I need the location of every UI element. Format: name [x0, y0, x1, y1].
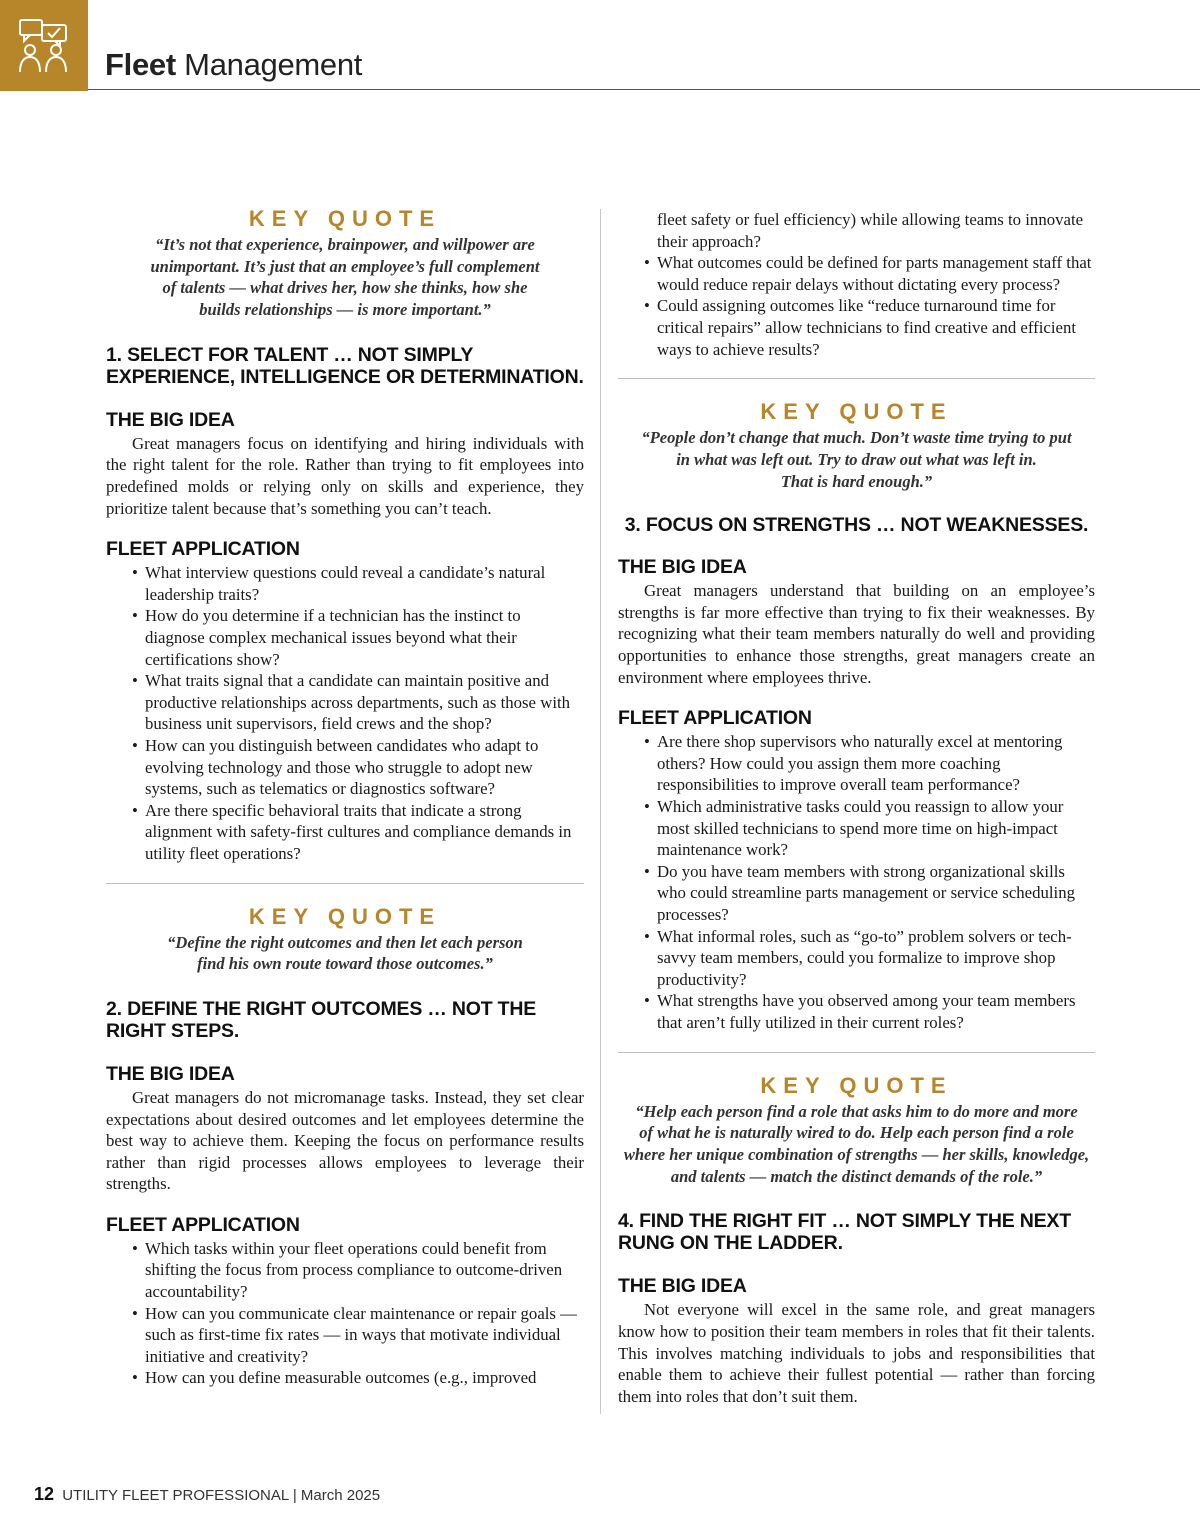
bullet-item: • What informal roles, such as “go-to” problem solvers or tech-savvy team members, could you formalize to improve shop productivity? [618, 926, 1095, 991]
continued-bullet-list [618, 252, 1095, 360]
key-quote-4 [618, 1073, 1095, 1188]
bullet-item: • Which tasks within your fleet operations could benefit from shifting the focus from process compliance to outcome-driven accountability? [106, 1238, 584, 1303]
key-quote-2 [106, 904, 584, 975]
bullet-item: • What strengths have you observed among your team members that aren’t fully utilized in their current roles? [618, 990, 1095, 1033]
bullet-item: • What outcomes could be defined for parts management staff that would reduce repair delays without dictating every process? [618, 252, 1095, 295]
issue-date: March 2025 [300, 1487, 381, 1504]
bullet-item: • Could assigning outcomes like “reduce turnaround time for critical repairs” allow technicians to find creative and efficient ways to achieve results? [618, 295, 1095, 360]
section-4-big-idea-text: Not everyone will excel in the same role, and great managers know how to position their team members in roles that fit their talents. This involves matching individuals to jobs and responsibilities that enable them to achieve their fullest potential — rather than forcing them into roles that don’t suit them. [618, 1300, 1095, 1406]
publication-name: UTILITY FLEET PROFESSIONAL [62, 1487, 289, 1504]
section-2-heading: 2. DEFINE THE RIGHT OUTCOMES … NOT THE RIGHT STEPS. [106, 997, 537, 1042]
key-quote-1 [106, 206, 584, 321]
team-chat-icon [14, 16, 72, 74]
section-3-fleet-title: FLEET APPLICATION [618, 707, 812, 730]
key-quote-3 [618, 399, 1095, 492]
section-2-bullet-list [106, 1238, 584, 1389]
section-4-heading: 4. FIND THE RIGHT FIT … NOT SIMPLY THE NEXT RUNG ON THE LADDER. [618, 1210, 1071, 1255]
divider-rule [618, 378, 1095, 379]
section-4-big-idea-title: THE BIG IDEA [618, 1275, 747, 1298]
section-1-bullet-list [106, 562, 584, 864]
section-3-heading: 3. FOCUS ON STRENGTHS … NOT WEAKNESSES. [624, 514, 1089, 537]
section-title-bold: Fleet [105, 47, 176, 82]
page-header [0, 0, 1200, 91]
key-quote-label: KEY QUOTE [760, 1072, 953, 1098]
bullet-item: • How can you define measurable outcomes (e.g., improved [106, 1367, 584, 1389]
section-title-rest: Management [175, 47, 363, 82]
section-logo [0, 0, 88, 91]
key-quote-text: “Help each person find a role that asks him to do more and more of what he is naturally wired to do. Help each person find a role where her unique combination of strengths — her skills, knowledge, and talents — match the distinct demands of the role.” [623, 1101, 1090, 1186]
header-rule [88, 89, 1200, 90]
section-2-big-idea-title: THE BIG IDEA [106, 1062, 235, 1085]
page-footer [34, 1482, 380, 1508]
footer-separator: | [292, 1487, 297, 1504]
section-1-big-idea-title: THE BIG IDEA [106, 408, 235, 431]
bullet-item: • How do you determine if a technician has the instinct to diagnose complex mechanical issues beyond what their certifications show? [106, 605, 584, 670]
bullet-item: • Which administrative tasks could you reassign to allow your most skilled technicians to spend more time on high-impact maintenance work? [618, 796, 1095, 861]
bullet-item: • How can you communicate clear maintenance or repair goals — such as first-time fix rates — in ways that motivate individual initiative and creativity? [106, 1303, 584, 1368]
left-column [106, 206, 584, 1389]
key-quote-label: KEY QUOTE [760, 399, 953, 425]
bullet-item: • Are there specific behavioral traits that indicate a strong alignment with safety-first cultures and compliance demands in utility fleet operations? [106, 800, 584, 865]
page-number: 12 [34, 1484, 55, 1504]
continued-text: fleet safety or fuel efficiency) while allowing teams to innovate their approach? [657, 210, 1084, 251]
section-3-big-idea-title: THE BIG IDEA [618, 556, 747, 579]
bullet-item: • What interview questions could reveal a candidate’s natural leadership traits? [106, 562, 584, 605]
section-2-fleet-title: FLEET APPLICATION [106, 1213, 300, 1236]
bullet-item: • What traits signal that a candidate can maintain positive and productive relationships across departments, such as those with business unit supervisors, field crews and the shop? [106, 670, 584, 735]
section-1-big-idea-text: Great managers focus on identifying and hiring individuals with the right talent for the role. Rather than trying to fit employees into predefined molds or relying only on skills and experience, they prioritize talent because that’s something you can’t teach. [106, 433, 584, 518]
section-1-fleet-title: FLEET APPLICATION [106, 538, 300, 561]
divider-rule [618, 1052, 1095, 1053]
section-1-heading: 1. SELECT FOR TALENT … NOT SIMPLY EXPERIENCE, INTELLIGENCE OR DETERMINATION. [106, 343, 584, 388]
key-quote-text: “It’s not that experience, brainpower, and willpower are unimportant. It’s just that an employee’s full complement of talents — what drives her, how she thinks, how she builds relationships — is more important.” [150, 235, 540, 320]
key-quote-text: “People don’t change that much. Don’t waste time trying to put in what was left out. Try to draw out what was left in. That is hard enough.” [641, 428, 1072, 491]
key-quote-text: “Define the right outcomes and then let each person find his own route toward those outcomes.” [167, 932, 523, 974]
bullet-item: • Are there shop supervisors who naturally excel at mentoring others? How could you assign them more coaching responsibilities to improve overall team performance? [618, 731, 1095, 796]
key-quote-label: KEY QUOTE [248, 206, 442, 231]
column-divider [600, 209, 601, 1414]
bullet-item: • How can you distinguish between candidates who adapt to evolving technology and those who struggle to adopt new systems, such as telematics or diagnostics software? [106, 735, 584, 800]
key-quote-label: KEY QUOTE [248, 903, 442, 929]
section-title [105, 46, 362, 84]
section-3-bullet-list [618, 731, 1095, 1033]
divider-rule [106, 883, 584, 884]
bullet-item: • Do you have team members with strong organizational skills who could streamline parts management or service scheduling processes? [618, 861, 1095, 926]
section-2-big-idea-text: Great managers do not micromanage tasks. Instead, they set clear expectations about desired outcomes and let employees determine the best way to achieve them. Keeping the focus on performance results rather than rigid processes allows employees to leverage their strengths. [106, 1087, 584, 1194]
right-column [618, 209, 1095, 1407]
section-3-big-idea-text: Great managers understand that building on an employee’s strengths is far more effective than trying to fix their weaknesses. By recognizing what their team members naturally do well and providing opportunities to enhance those strengths, great managers create an environment where employees thrive. [618, 581, 1095, 687]
